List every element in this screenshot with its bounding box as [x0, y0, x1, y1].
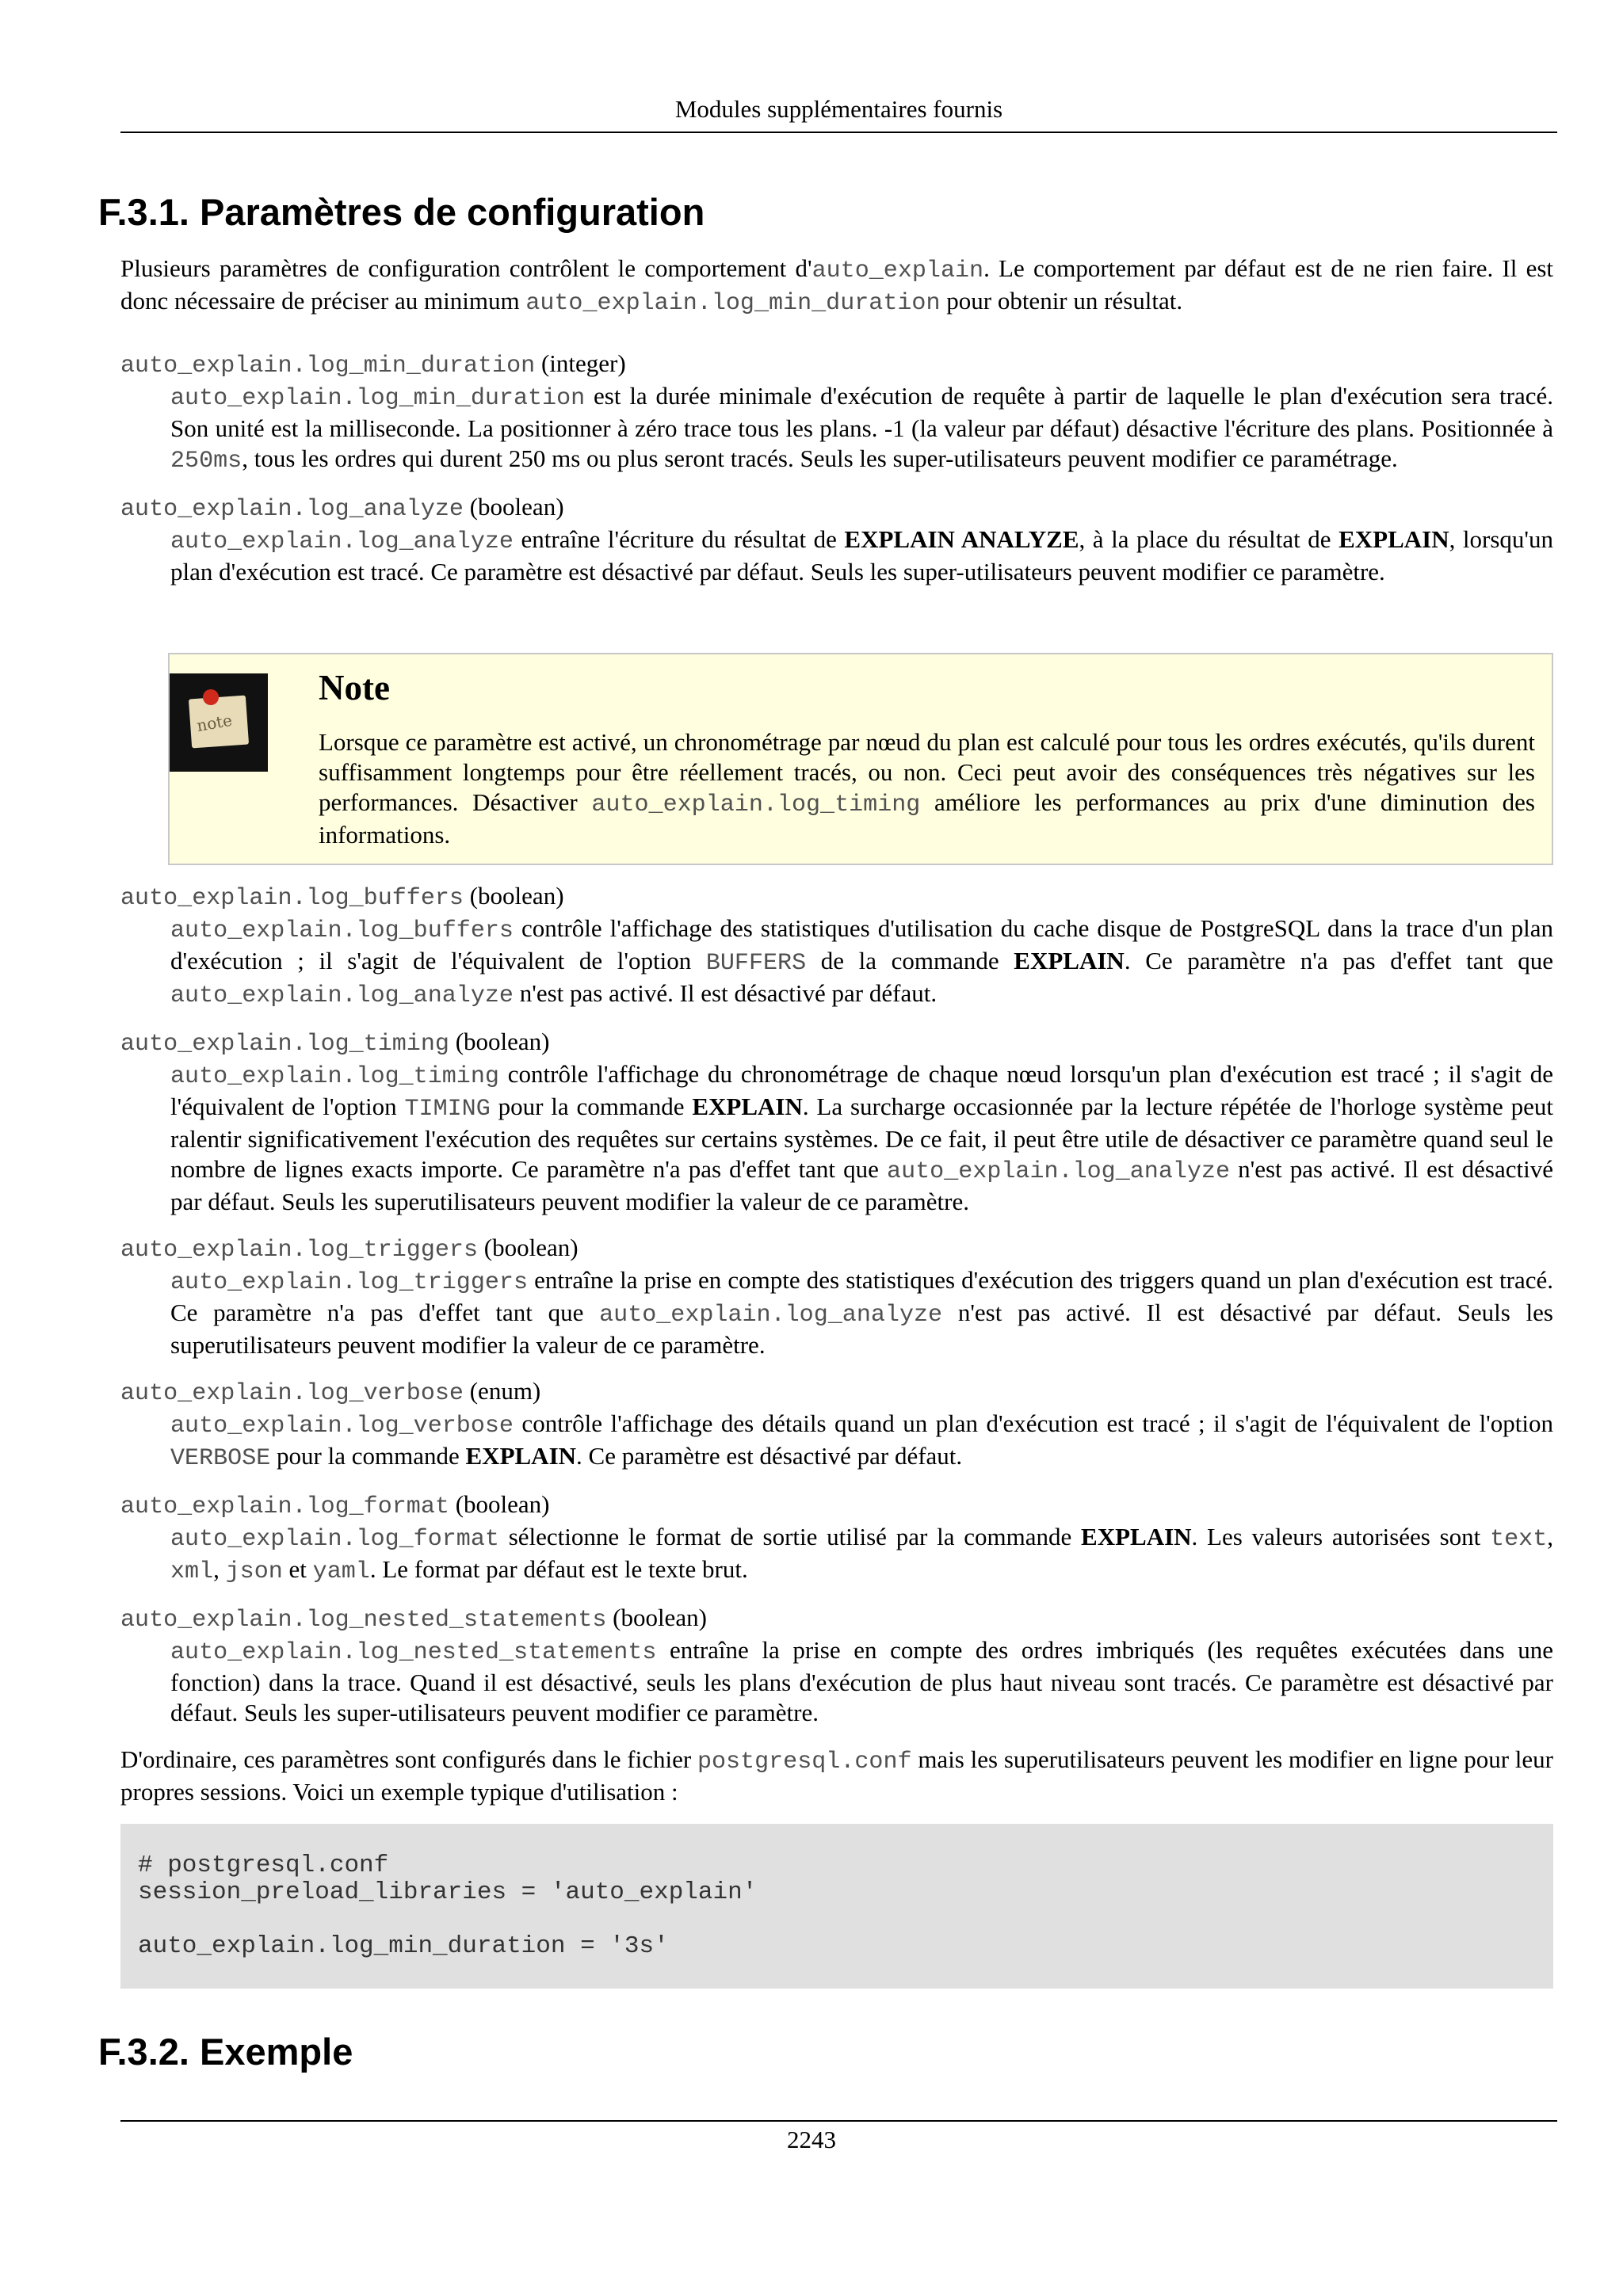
param-description	[170, 381, 1553, 476]
param-name: auto_explain.log_buffers	[120, 885, 464, 912]
param-name: auto_explain.log_analyze	[120, 496, 464, 523]
text-run: ,	[213, 1555, 226, 1583]
text-run: . Ce paramètre n'a pas d'effet tant que	[1124, 947, 1554, 974]
inline-code: auto_explain	[812, 257, 984, 284]
text-run: , tous les ordres qui durent 250 ms ou plus seront tracés. Seuls les super-utilisateurs peuvent modifier ce paramétrage.	[242, 444, 1398, 472]
text-run: mais les superutilisateurs peuvent les modifier en ligne pour leur propres sessions. Voici un exemple typique d'utilisation :	[120, 1745, 1553, 1806]
inline-code: auto_explain.log_min_duration	[170, 385, 586, 412]
outro-text	[120, 1745, 1553, 1807]
text-run: . Le comportement par défaut est de ne rien faire. Il est donc nécessaire de préciser au minimum	[120, 254, 1553, 315]
text-run: entraîne la prise en compte des ordres imbriqués (les requêtes exécutées dans une fonction) dans la trace. Quand il est désactivé, seuls les plans d'exécution de plus haut niveau sont tracés. Ce paramètre est désactivé par défaut. Seuls les super-utilisateurs peuvent modifier ce paramètre.	[170, 1636, 1553, 1726]
entry-spacer	[120, 1217, 1553, 1233]
inline-code: auto_explain.log_verbose	[170, 1413, 514, 1440]
text-run: pour obtenir un résultat.	[940, 287, 1183, 315]
param-name: auto_explain.log_min_duration	[120, 353, 536, 379]
text-run: n'est pas activé. Il est désactivé par défaut.	[513, 979, 938, 1007]
text-run: entraîne la prise en compte des statistiques d'exécution des triggers quand un plan d'exécution est tracé. Ce paramètre n'a pas d'effet tant que	[170, 1266, 1553, 1326]
page-footer-rule	[120, 2120, 1557, 2122]
inline-code: auto_explain.log_triggers	[170, 1269, 529, 1296]
param-term	[120, 1603, 1553, 1635]
text-run: Plusieurs paramètres de configuration contrôlent le comportement d'	[120, 254, 812, 282]
param-type: (integer)	[535, 349, 626, 377]
intro-text	[120, 254, 1553, 318]
text-run: . Le format par défaut est le texte brut.	[369, 1555, 748, 1583]
text-run: sélectionne le format de sortie utilisé par la commande	[498, 1523, 1082, 1550]
note-body	[319, 727, 1535, 850]
text-run: contrôle l'affichage des statistiques d'utilisation du cache disque de PostgreSQL dans la trace d'un plan d'exécution ; il s'agit de l'équivalent de l'option	[170, 914, 1553, 974]
inline-code: auto_explain.log_analyze	[599, 1302, 943, 1329]
param-name: auto_explain.log_nested_statements	[120, 1607, 607, 1634]
note-icon-label: note	[195, 710, 234, 736]
inline-code: json	[225, 1558, 283, 1585]
param-description	[170, 1635, 1553, 1728]
inline-code: postgresql.conf	[697, 1749, 912, 1775]
section-title: F.3.1. Paramètres de configuration	[98, 191, 705, 233]
bold-command: EXPLAIN	[465, 1442, 577, 1470]
intro-paragraph	[120, 254, 1553, 318]
text-run: . La surcharge occasionnée par la lecture répétée de l'horloge système peut ralentir significativement l'exécution des requêtes sur certains systèmes. De ce fait, il peut être utile de désactiver ce paramètre quand seul le nombre de lignes exacts importe. Ce paramètre n'a pas d'effet tant que	[170, 1093, 1554, 1183]
param-type: (boolean)	[463, 493, 564, 521]
text-run: ,	[1547, 1523, 1553, 1550]
param-name: auto_explain.log_format	[120, 1493, 449, 1520]
entry-spacer	[120, 1011, 1553, 1027]
param-term	[120, 492, 1553, 524]
text-run: contrôle l'affichage du chronométrage de chaque nœud lorsqu'un plan d'exécution est tracé ; il s'agit de l'équivalent de l'option	[170, 1060, 1553, 1120]
param-type: (boolean)	[449, 1028, 550, 1055]
note-box	[168, 653, 1553, 865]
param-description	[170, 1409, 1553, 1474]
page-number: 2243	[787, 2126, 836, 2153]
param-term	[120, 881, 1553, 913]
param-list-b	[120, 881, 1553, 1728]
param-name: auto_explain.log_timing	[120, 1031, 449, 1058]
entry-spacer	[120, 1360, 1553, 1376]
param-list-a	[120, 349, 1553, 587]
param-name: auto_explain.log_verbose	[120, 1380, 464, 1407]
entry-spacer	[120, 476, 1553, 492]
inline-code: VERBOSE	[170, 1445, 271, 1472]
inline-code: BUFFERS	[705, 950, 807, 977]
inline-code: auto_explain.log_analyze	[170, 982, 514, 1009]
bold-command: EXPLAIN	[1014, 947, 1125, 974]
inline-code: auto_explain.log_nested_statements	[170, 1639, 657, 1666]
text-run: n'est pas activé. Il est désactivé par défaut. Seuls les superutilisateurs peuvent modifier la valeur de ce paramètre.	[170, 1299, 1553, 1359]
inline-code: text	[1490, 1526, 1548, 1553]
inline-code: auto_explain.log_analyze	[170, 528, 514, 555]
text-run: entraîne l'écriture du résultat de	[513, 525, 845, 553]
param-type: (boolean)	[463, 882, 564, 910]
text-run: , à la place du résultat de	[1079, 525, 1339, 553]
text-run: , lorsqu'un plan d'exécution est tracé. Ce paramètre est désactivé par défaut. Seuls les super-utilisateurs peuvent modifier ce paramètre.	[170, 525, 1553, 585]
inline-code: auto_explain.log_buffers	[170, 917, 514, 944]
text-run: pour la commande	[490, 1093, 693, 1120]
param-term	[120, 349, 1553, 381]
text-run: Lorsque ce paramètre est activé, un chronométrage par nœud du plan est calculé pour tous les ordres exécutés, qu'ils durent suffisamment longtemps pour être réellement tracés, ou non. Ceci peut avoir des conséquences très négatives sur les performances. Désactiver	[319, 728, 1535, 816]
text-run: D'ordinaire, ces paramètres sont configurés dans le fichier	[120, 1745, 697, 1773]
section-title-example: F.3.2. Exemple	[98, 2031, 353, 2073]
param-term	[120, 1376, 1553, 1409]
text-run: contrôle l'affichage des détails quand un plan d'exécution est tracé ; il s'agit de l'équivalent de l'option	[513, 1409, 1553, 1437]
text-run: et	[282, 1555, 313, 1583]
note-title: Note	[319, 668, 390, 707]
inline-code: auto_explain.log_timing	[170, 1063, 499, 1090]
text-run: de la commande	[806, 947, 1014, 974]
entry-spacer	[120, 1474, 1553, 1489]
param-type: (enum)	[463, 1377, 541, 1405]
text-run: . Ce paramètre est désactivé par défaut.	[576, 1442, 963, 1470]
header-title: Modules supplémentaires fournis	[674, 95, 1003, 123]
param-description	[170, 913, 1553, 1011]
text-run: améliore les performances au prix d'une diminution des informations.	[319, 788, 1535, 849]
bold-command: EXPLAIN	[1338, 525, 1449, 553]
code-example: # postgresql.conf session_preload_libraries = 'auto_explain' auto_explain.log_min_duration = '3s'	[120, 1824, 1553, 1989]
entry-spacer	[120, 1587, 1553, 1603]
inline-code: auto_explain.log_format	[170, 1526, 499, 1553]
param-name: auto_explain.log_triggers	[120, 1237, 479, 1264]
inline-code: yaml	[312, 1558, 370, 1585]
inline-code: auto_explain.log_analyze	[887, 1158, 1231, 1185]
note-icon	[170, 673, 268, 772]
param-description	[170, 1522, 1553, 1587]
inline-code: auto_explain.log_min_duration	[525, 290, 941, 317]
param-term	[120, 1489, 1553, 1522]
page-header	[120, 95, 1557, 133]
outro-paragraph	[120, 1745, 1553, 1807]
inline-code: 250ms	[170, 448, 242, 475]
text-run: n'est pas activé. Il est désactivé par défaut. Seuls les superutilisateurs peuvent modifier la valeur de ce paramètre.	[170, 1155, 1554, 1215]
inline-code: auto_explain.log_timing	[591, 791, 921, 818]
bold-command: EXPLAIN	[692, 1093, 803, 1120]
bold-command: EXPLAIN	[1081, 1523, 1192, 1550]
param-term	[120, 1233, 1553, 1265]
param-description	[170, 524, 1553, 587]
text-run: . Les valeurs autorisées sont	[1191, 1523, 1491, 1550]
inline-code: TIMING	[404, 1096, 491, 1123]
text-run: pour la commande	[270, 1442, 466, 1470]
text-run: est la durée minimale d'exécution de requête à partir de laquelle le plan d'exécution sera tracé. Son unité est la milliseconde. La positionner à zéro trace tous les plans. -1 (la valeur par défaut) désactive l'écriture des plans. Positionnée à	[170, 382, 1553, 442]
param-type: (boolean)	[478, 1234, 579, 1261]
pin-icon	[203, 689, 219, 705]
param-type: (boolean)	[449, 1490, 550, 1518]
param-type: (boolean)	[606, 1604, 707, 1631]
bold-command: EXPLAIN ANALYZE	[844, 525, 1079, 553]
param-description	[170, 1265, 1553, 1360]
param-description	[170, 1059, 1553, 1217]
param-term	[120, 1027, 1553, 1059]
inline-code: xml	[170, 1558, 214, 1585]
